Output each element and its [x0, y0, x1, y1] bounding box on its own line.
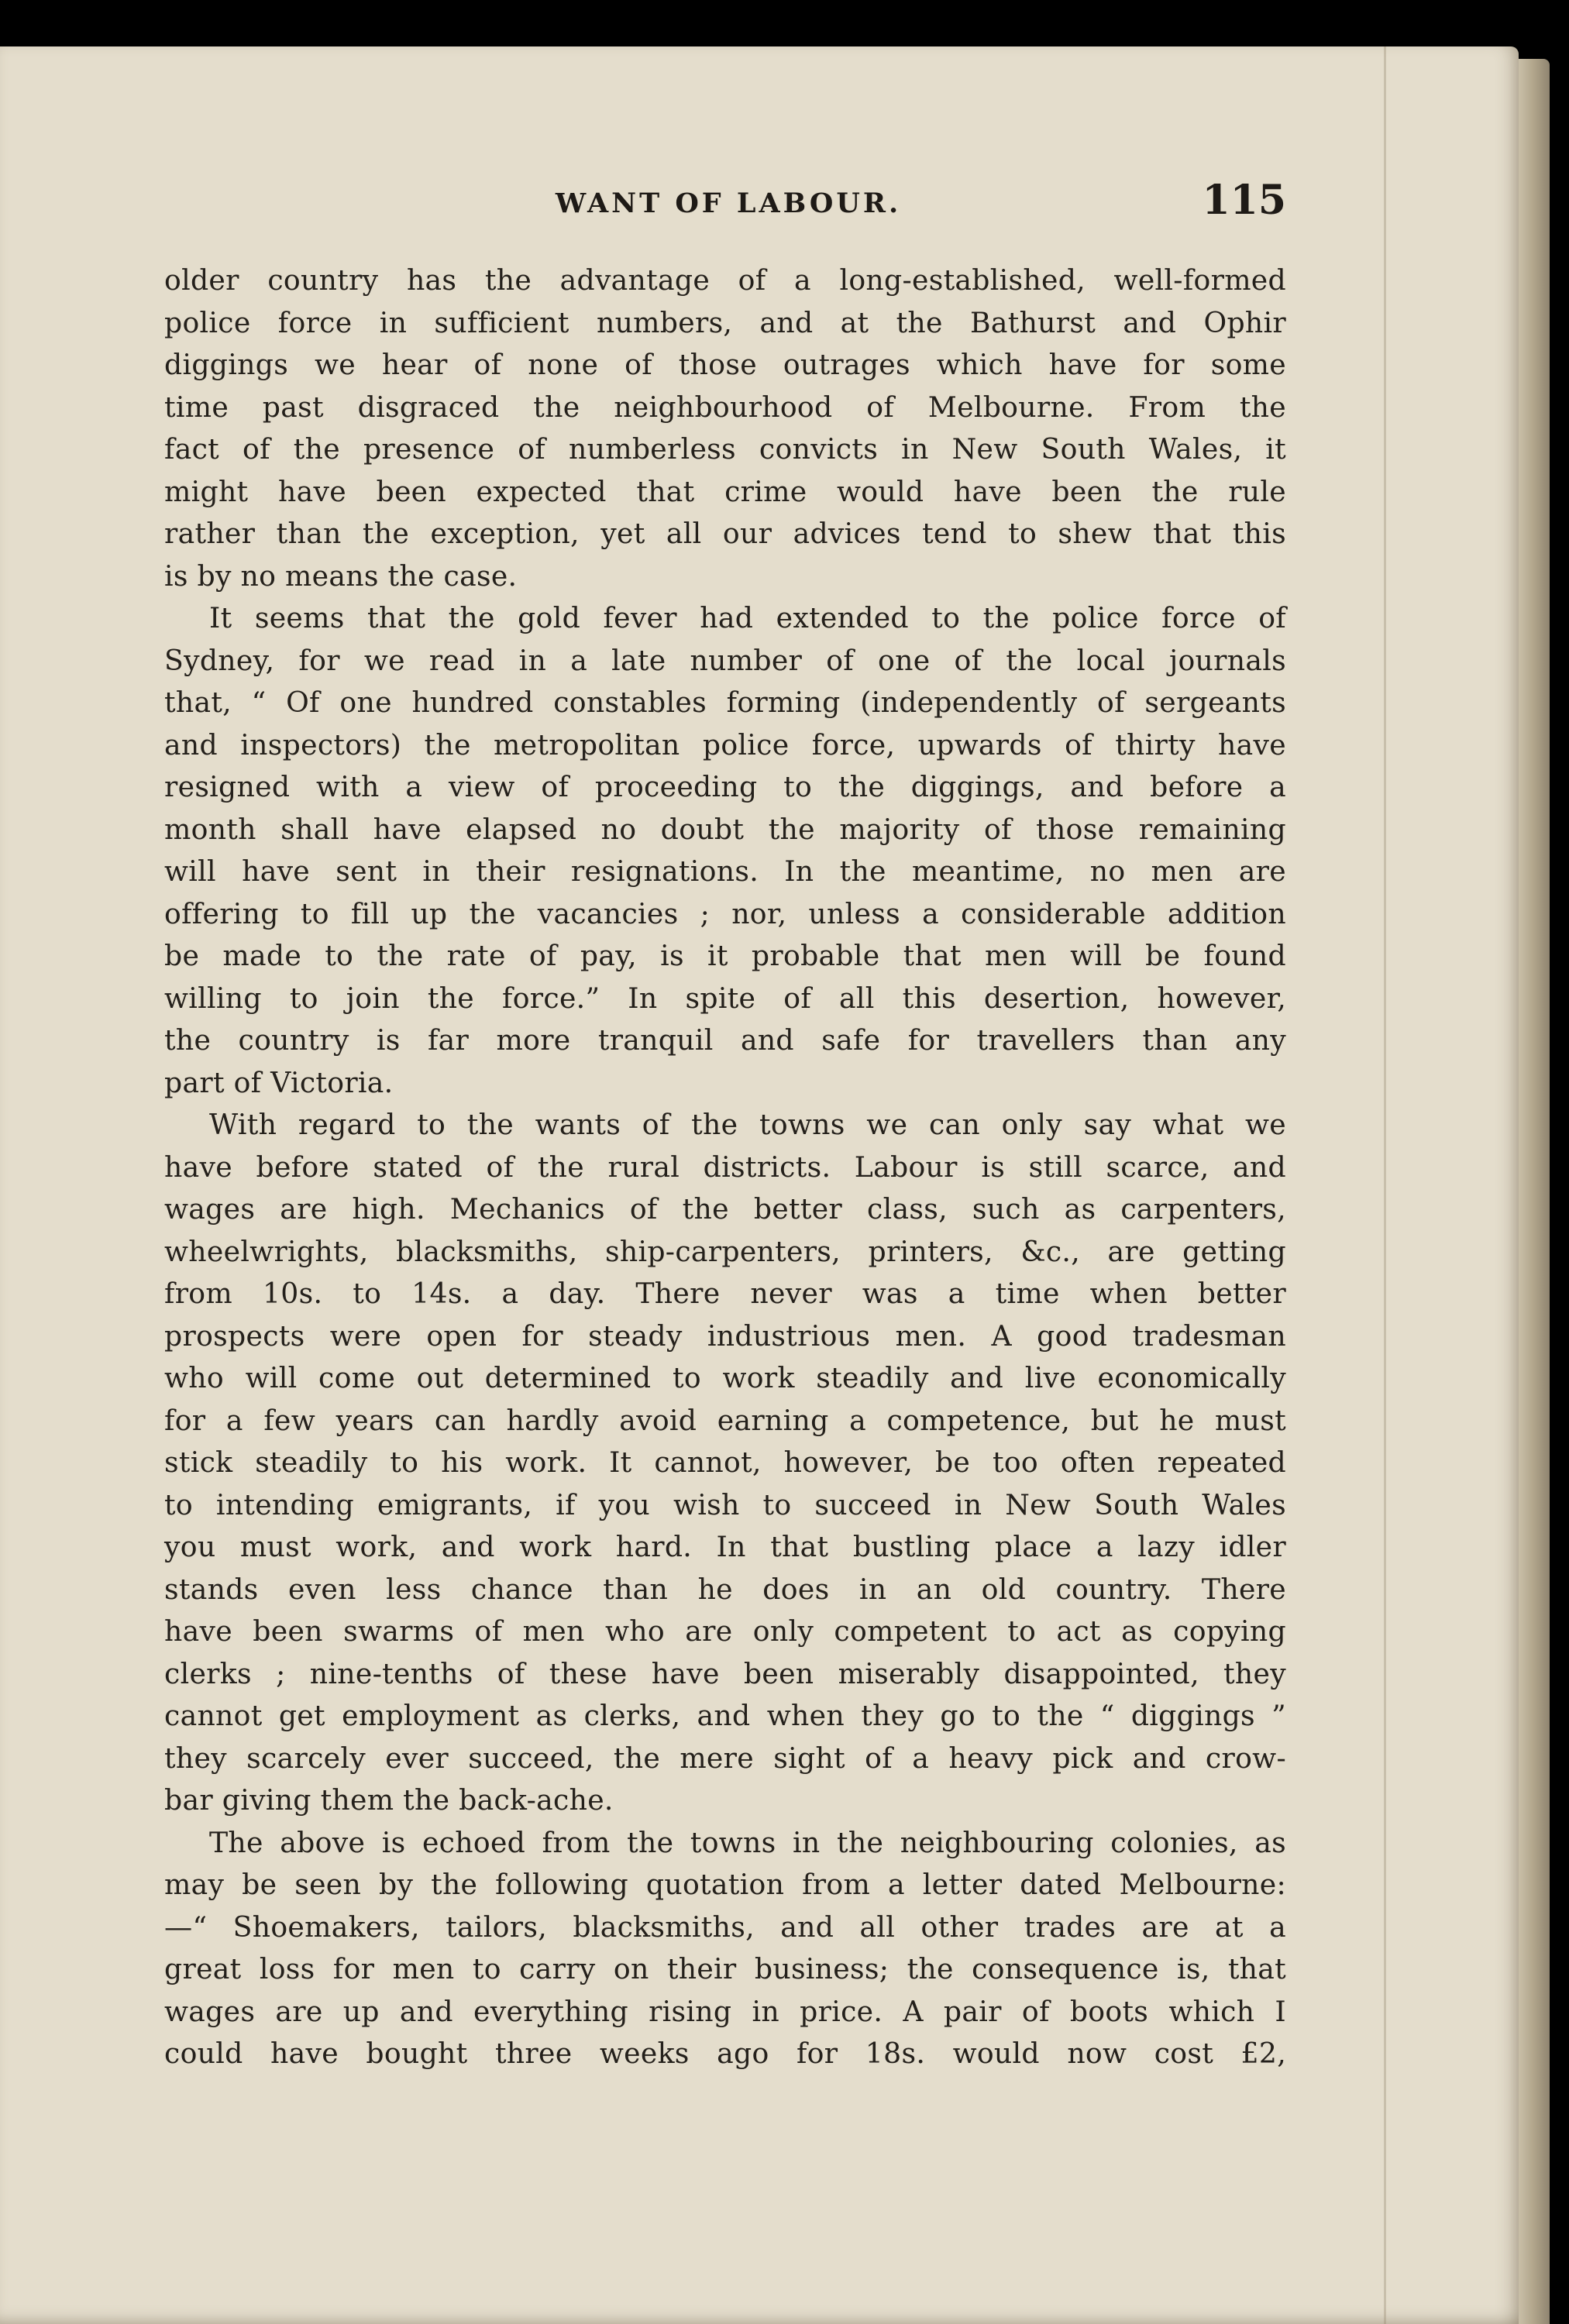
text-line: older country has the advantage of a long-established, well-formed — [164, 263, 1286, 297]
text-line: the country is far more tranquil and safe for travellers than any — [164, 1023, 1286, 1057]
running-head: WANT OF LABOUR. — [555, 187, 902, 219]
page-fold-shadow — [1384, 46, 1386, 2324]
text-line: is by no means the case. — [164, 559, 518, 593]
text-line: you must work, and work hard. In that bustling place a lazy idler — [164, 1530, 1286, 1563]
text-line: offering to fill up the vacancies ; nor, unless a considerable addition — [164, 896, 1286, 930]
text-line: may be seen by the following quotation from a letter dated Melbourne: — [164, 1868, 1286, 1901]
text-line: It seems that the gold fever had extended to the police force of — [209, 601, 1286, 634]
page-edge — [1519, 59, 1550, 2324]
text-line: fact of the presence of numberless convicts in New South Wales, it — [164, 432, 1286, 466]
paragraph — [164, 260, 1286, 597]
text-line: part of Victoria. — [164, 1065, 394, 1099]
text-line: diggings we hear of none of those outrages which have for some — [164, 348, 1286, 381]
text-line: The above is echoed from the towns in the neighbouring colonies, as — [209, 1825, 1286, 1859]
text-line: wages are up and everything rising in price. A pair of boots which I — [164, 1994, 1286, 2028]
text-line: bar giving them the back-ache. — [164, 1783, 614, 1817]
text-line: have been swarms of men who are only competent to act as copying — [164, 1614, 1286, 1648]
text-line: Sydney, for we read in a late number of one of the local journals — [164, 643, 1286, 677]
text-line: With regard to the wants of the towns we can only say what we — [209, 1108, 1286, 1141]
page-number: 115 — [1202, 177, 1286, 224]
text-line: stands even less chance than he does in an old country. There — [164, 1572, 1286, 1606]
text-line: time past disgraced the neighbourhood of Melbourne. From the — [164, 390, 1286, 424]
paragraph — [164, 597, 1286, 1104]
text-line: that, “ Of one hundred constables forming (independently of sergeants — [164, 686, 1286, 719]
text-line: —“ Shoemakers, tailors, blacksmiths, and all other trades are at a — [164, 1910, 1286, 1944]
text-line: might have been expected that crime would have been the rule — [164, 474, 1286, 508]
text-line: have before stated of the rural districts. Labour is still scarce, and — [164, 1150, 1286, 1184]
text-line: be made to the rate of pay, is it probable that men will be found — [164, 939, 1286, 972]
text-line: from 10s. to 14s. a day. There never was a time when better — [164, 1277, 1286, 1310]
text-line: who will come out determined to work steadily and live economically — [164, 1361, 1286, 1394]
text-line: great loss for men to carry on their business; the consequence is, that — [164, 1952, 1286, 1985]
text-line: to intending emigrants, if you wish to succeed in New South Wales — [164, 1487, 1286, 1521]
text-line: wheelwrights, blacksmiths, ship-carpenters, printers, &c., are getting — [164, 1234, 1286, 1268]
paragraph — [164, 1104, 1286, 1822]
text-line: month shall have elapsed no doubt the majority of those remaining — [164, 812, 1286, 846]
text-line: and inspectors) the metropolitan police force, upwards of thirty have — [164, 727, 1286, 761]
text-line: willing to join the force.” In spite of all this desertion, however, — [164, 981, 1286, 1015]
text-line: will have sent in their resignations. In the meantime, no men are — [164, 854, 1286, 888]
text-line: stick steadily to his work. It cannot, however, be too often repeated — [164, 1446, 1286, 1479]
text-line: could have bought three weeks ago for 18s. would now cost £2, — [164, 2037, 1286, 2070]
text-line: they scarcely ever succeed, the mere sight of a heavy pick and crow- — [164, 1741, 1286, 1775]
text-line: prospects were open for steady industrious men. A good tradesman — [164, 1318, 1286, 1353]
text-line: cannot get employment as clerks, and when they go to the “ diggings ” — [164, 1699, 1286, 1732]
body-text — [164, 260, 1286, 2075]
paragraph — [164, 1822, 1286, 2075]
page-header — [170, 177, 1286, 231]
text-line: wages are high. Mechanics of the better class, such as carpenters, — [164, 1192, 1286, 1226]
text-line: resigned with a view of proceeding to the diggings, and before a — [164, 770, 1286, 803]
text-line: for a few years can hardly avoid earning a competence, but he must — [164, 1403, 1286, 1437]
text-line: rather than the exception, yet all our advices tend to shew that this — [164, 517, 1286, 550]
text-line: police force in sufficient numbers, and at the Bathurst and Ophir — [164, 305, 1286, 339]
text-line: clerks ; nine-tenths of these have been miserably disappointed, they — [164, 1656, 1286, 1690]
